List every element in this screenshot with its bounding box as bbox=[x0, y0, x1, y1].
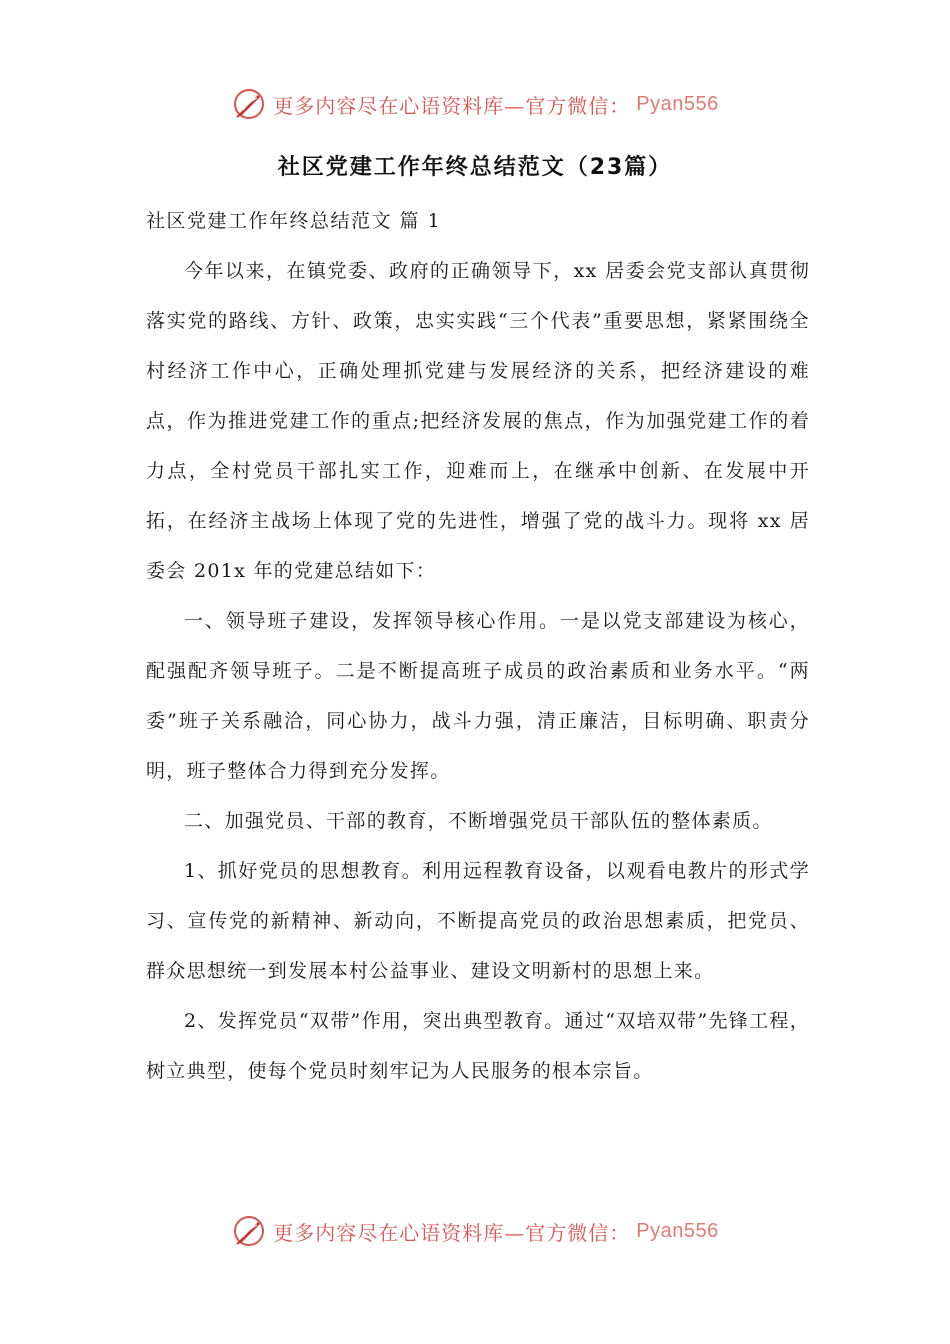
paragraph-role-model: 2、发挥党员“双带”作用，突出典型教育。通过“双培双带”先锋工程，树立典型，使每个党员时刻牢记为人民服务的根本宗旨。 bbox=[146, 1010, 810, 1082]
watermark-header bbox=[0, 84, 950, 124]
watermark-footer bbox=[0, 1211, 950, 1251]
quill-logo-icon bbox=[231, 86, 267, 122]
watermark-wechat-id: Pyan556 bbox=[636, 1219, 719, 1242]
document-body bbox=[146, 196, 810, 1096]
section-heading: 社区党建工作年终总结范文 篇 1 bbox=[146, 210, 442, 232]
paragraph-intro: 今年以来，在镇党委、政府的正确领导下，xx 居委会党支部认真贯彻落实党的路线、方针、政策，忠实实践“三个代表”重要思想，紧紧围绕全村经济工作中心，正确处理抓党建与发展经济的关系，把经济建设的难点，作为推进党建工作的重点;把经济发展的焦点，作为加强党建工作的着力点，全村党员干部扎实工作，迎难而上，在继承中创新、在发展中开拓，在经济主战场上体现了党的先进性，增强了党的战斗力。现将 xx 居委会 201x 年的党建总结如下： bbox=[146, 260, 810, 582]
page-title: 社区党建工作年终总结范文（23篇） bbox=[277, 155, 673, 180]
watermark-text: 更多内容尽在心语资料库—官方微信： bbox=[273, 93, 631, 118]
paragraph-education: 二、加强党员、干部的教育，不断增强党员干部队伍的整体素质。 bbox=[184, 810, 773, 832]
watermark-wechat-id: Pyan556 bbox=[636, 92, 719, 115]
quill-logo-icon bbox=[231, 1213, 267, 1249]
watermark-text: 更多内容尽在心语资料库—官方微信： bbox=[273, 1220, 631, 1245]
paragraph-ideology: 1、抓好党员的思想教育。利用远程教育设备，以观看电教片的形式学习、宣传党的新精神、新动向，不断提高党员的政治思想素质，把党员、群众思想统一到发展本村公益事业、建设文明新村的思想上来。 bbox=[146, 860, 810, 982]
paragraph-leadership: 一、领导班子建设，发挥领导核心作用。一是以党支部建设为核心，配强配齐领导班子。二是不断提高班子成员的政治素质和业务水平。“两委”班子关系融洽，同心协力，战斗力强，清正廉洁，目标明确、职责分明，班子整体合力得到充分发挥。 bbox=[146, 610, 810, 782]
